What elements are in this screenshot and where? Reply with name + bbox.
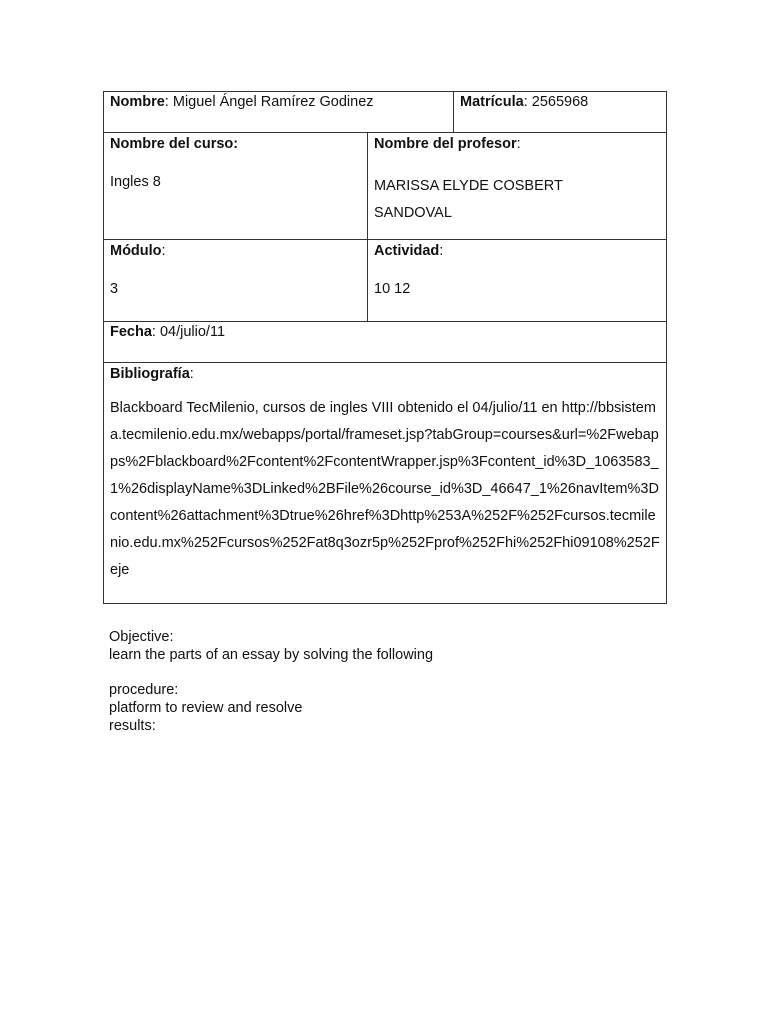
course-row xyxy=(104,133,667,240)
nombre-value: Miguel Ángel Ramírez Godinez xyxy=(172,94,374,110)
curso-label: Nombre del curso: xyxy=(110,136,239,152)
nombre-label: Nombre xyxy=(110,94,165,110)
matricula-value: 2565968 xyxy=(531,94,589,110)
fecha-value: 04/julio/11 xyxy=(159,324,226,340)
bibliografia-label: Bibliografía xyxy=(110,366,190,382)
student-info-table xyxy=(103,91,667,604)
curso-value: Ingles 8 xyxy=(110,174,161,190)
profesor-cell: Nombre del profesor: MARISSA ELYDE COSBERT SANDOVAL xyxy=(368,133,667,240)
actividad-label: Actividad xyxy=(374,243,440,259)
profesor-line-2: SANDOVAL xyxy=(374,205,452,221)
modulo-label: Módulo xyxy=(110,243,162,259)
modulo-cell: Módulo: 3 xyxy=(104,240,368,322)
fecha-cell: Fecha: 04/julio/11 xyxy=(104,322,667,363)
bibliography-row xyxy=(104,363,667,604)
actividad-value: 10 12 xyxy=(374,281,411,297)
objective-label: Objective: xyxy=(109,629,174,645)
bibliografia-cell: Bibliografía: Blackboard TecMilenio, cursos de ingles VIII obtenido el 04/julio/11 en http://bbsistema.tecmilenio.edu.mx/webapps/portal/frameset.jsp?tabGroup=courses&url=%2Fwebapps%2Fblackboard%2Fcontent%2FcontentWrapper.jsp%3Fcontent_id%3D_1063583_1%26displayName%3DLinked%2BFile%26course_id%3D_46647_1%26navItem%3Dcontent%26attachment%3Dtrue%26href%3Dhttp%253A%252F%252Fcursos.tecmilenio.edu.mx%252Fcursos%252Fat8q3ozr5p%252Fprof%252Fhi%252Fhi09108%252Feje xyxy=(104,363,667,604)
procedure-label: procedure: xyxy=(109,682,179,698)
module-row xyxy=(104,240,667,322)
profesor-line-1: MARISSA ELYDE COSBERT xyxy=(374,178,563,194)
bibliografia-text: Blackboard TecMilenio, cursos de ingles VIII obtenido el 04/julio/11 en http://bbsistema.tecmilenio.edu.mx/webapps/portal/frameset.jsp?tabGroup=courses&url=%2Fwebapps%2Fblackboard%2Fcontent%2FcontentWrapper.jsp%3Fcontent_id%3D_1063583_1%26displayName%3DLinked%2BFile%26course_id%3D_46647_1%26navItem%3Dcontent%26attachment%3Dtrue%26href%3Dhttp%253A%252F%252Fcursos.tecmilenio.edu.mx%252Fcursos%252Fat8q3ozr5p%252Fprof%252Fhi%252Fhi09108%252Feje xyxy=(110,400,660,578)
date-row xyxy=(104,322,667,363)
name-row xyxy=(104,92,667,133)
objective-text: learn the parts of an essay by solving the following xyxy=(109,647,434,663)
fecha-label: Fecha xyxy=(110,324,152,340)
profesor-label: Nombre del profesor xyxy=(374,136,517,152)
modulo-value: 3 xyxy=(110,281,119,297)
matricula-label: Matrícula xyxy=(460,94,524,110)
actividad-cell: Actividad: 10 12 xyxy=(368,240,667,322)
results-label: results: xyxy=(109,718,156,734)
curso-cell xyxy=(104,133,368,240)
nombre-cell: Nombre: Miguel Ángel Ramírez Godinez xyxy=(104,92,454,133)
matricula-cell: Matrícula: 2565968 xyxy=(454,92,667,133)
document-body xyxy=(109,628,669,735)
procedure-text: platform to review and resolve xyxy=(109,700,303,716)
